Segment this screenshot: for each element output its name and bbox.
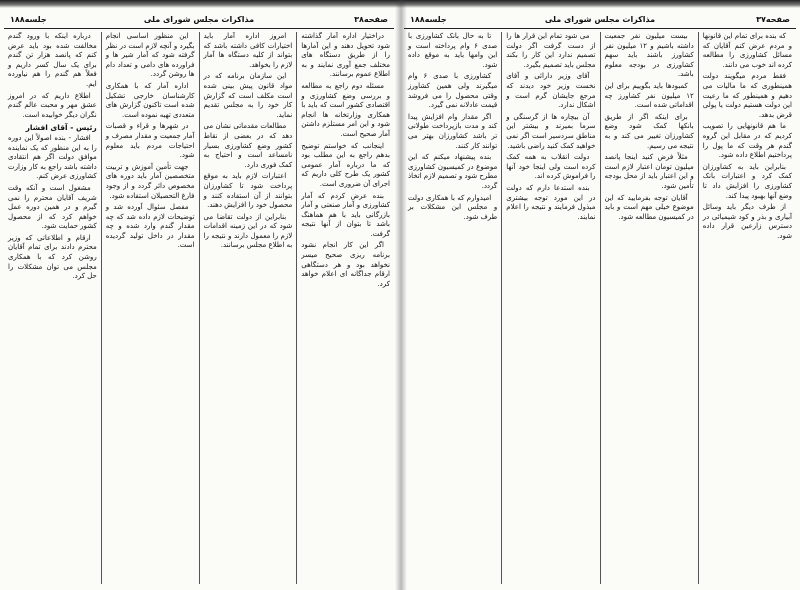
paragraph: مسئله دوم راجع به مطالعه و بررسی وضع کشاورزی و اقتصادی کشور است که باید با همکاری وزارتخانه ها انجام شود و این امر مستلزم داشتن آمار صحیح است. (301, 81, 390, 138)
paragraph: بنده استدعا دارم که دولت در این مورد توجه بیشتری مبذول فرمایند و نتیجه را اعلام نمایند. (506, 183, 596, 221)
text-column (101, 32, 199, 584)
paragraph: افشار - بنده اصولاً این دوره را به این منظور که یک نماینده موافق دولت اگر هم انتقادی داشته باشد راجع به کار وزارت کشاورزی عرض کنم. (8, 133, 97, 181)
paragraph: می شود تمام این قرار ها را از دست گرفت اگر دولت تصمیم ندارد این کار را بکند مجلس باید تصمیم بگیرد. (506, 32, 596, 69)
paragraph: دولت انقلاب به همه کمک کرده است ولی اینجا خود آنها را فراموش کرده اند. (506, 153, 596, 181)
paragraph: آن بیچاره ها از گرسنگی و سرما بمیرند و بیشتر این مناطق سردسیر است اگر نمی خواهید کمک کنید راضی باشید. (506, 112, 596, 150)
right-page (404, 10, 796, 585)
paragraph: مثلاً فرض کنید اینجا پانصد میلیون تومان اعتبار لازم است و این اعتبار باید از محل بودجه تأمین شود. (604, 153, 694, 190)
text-columns (404, 32, 796, 584)
text-column (4, 32, 101, 584)
session-number: جلسه۱۸۸ (10, 15, 47, 24)
text-column (600, 32, 698, 584)
paragraph: بنابراین از دولت تقاضا می شود که در این زمینه اقدامات لازم را معمول دارند و نتیجه را به اطلاع مجلس برسانند. (203, 212, 293, 250)
running-title: مذاکرات مجلس شورای ملی (143, 15, 255, 24)
left-page (4, 10, 394, 585)
paragraph: از طرف دیگر باید وسائل آبیاری و بذر و کود شیمیائی در دسترس زارعین قرار داده شود. (702, 203, 792, 240)
paragraph: مشغول است و آنکه وقت شریف آقایان محترم را نمی گیرم و در همین دوره عمل خواهم کرد که از محصول کشور حمایت شود. (8, 183, 97, 231)
paragraph: اداره آمار که با همکاری کارشناسان خارجی تشکیل شده است تاکنون گزارش های متعددی تهیه نموده است. (105, 81, 195, 119)
paragraph: اینجانب که خواستم توضیح بدهم راجع به این مطلب بود که ما درباره آمار عمومی کشور یک طرح کلی داریم که اجرای آن ضروری است. (301, 141, 390, 188)
paragraph: بنده پیشنهاد میکنم که این موضوع در کمیسیون کشاورزی مطرح شود و تصمیم لازم اتخاذ گردد. (408, 153, 498, 190)
paragraph: اعتبارات لازم باید به موقع پرداخت شود تا کشاورزان بتوانند از آن استفاده کنند و محصول خود را افزایش دهند. (203, 172, 293, 210)
paragraph: مطالعات مقدماتی نشان می دهد که در بعضی از نقاط کشور وضع کشاورزی بسیار نامساعد است و احتیاج به کمک فوری دارد. (203, 122, 293, 169)
paragraph: این سازمان برنامه که در مواد قانون پیش بینی شده است مکلف است که گزارش کار خود را به مجلس تقدیم نماید. (203, 72, 293, 119)
paragraph: امیدوارم که با همکاری دولت و مجلس این مشکلات بر طرف شود. (408, 193, 498, 221)
paragraph: جهت تأمین آموزش و تربیت متخصصین آمار باید دوره های مخصوص دائر گردد و از وجود فارغ التحصیلان استفاده شود. (105, 162, 195, 200)
page-header (404, 10, 796, 29)
paragraph: فقط مردم میگویند دولت همینطوری که ما مالیات می دهیم و همینطور که ما رعیت این دولت هستیم دولت یا پولی قرض بدهد. (702, 72, 792, 119)
session-number: جلسه۱۸۸ (410, 15, 447, 24)
paragraph: در شهرها و قراء و قصبات آمار جمعیت و مقدار مصرف و احتیاجات مردم باید معلوم شود. (105, 122, 195, 160)
paragraph: اگر این کار انجام نشود برنامه ریزی صحیح میسر نخواهد بود و هر دستگاهی ارقام جداگانه ای اعلام خواهد کرد. (301, 241, 390, 288)
paragraph: اگر مقدار وام افزایش پیدا کند و مدت بازپرداخت طولانی تر باشد کشاورزان بهتر می توانند کار کنند. (408, 112, 498, 150)
text-column (698, 32, 796, 584)
paragraph: اطلاع داریم که در امروز عشق مهر و محبت عالم گندم نگران دیگر خوابیده است. (8, 91, 97, 119)
paragraph: برای اینکه اگر از طریق بانکها کمک شود وضع کشاورزان تغییر می کند و به نتیجه می رسیم. (604, 112, 694, 150)
paragraph: که بنده برای تمام این قانونها و مردم عرض کنم آقایان که مسائل کشاورزی را مطالعه کرده اند خوب می دانند. (702, 32, 792, 69)
paragraph: بنابراین باید به کشاورزان کمک کرد و اعتبارات بانک کشاورزی را افزایش داد تا وضع آنها بهبود پیدا کند. (702, 162, 792, 200)
paragraph: بیست میلیون نفر جمعیت داشته باشیم و ۱۲ میلیون نفر کشاورز باشند باید سهم کشاورزی در بودجه معلوم باشد. (604, 32, 694, 79)
text-column (501, 32, 599, 584)
text-column (296, 32, 394, 584)
paragraph: آقای وزیر دارائی و آقای نخست وزیر خود دیدند که مرجع جایشان گرم است و اشکال ندارد. (506, 72, 596, 110)
page-header (4, 10, 394, 29)
paragraph: بنده عرض کردم که آمار کشاورزی و آمار صنعتی و آمار بازرگانی باید با هم هماهنگ باشد تا بتوان از آنها نتیجه گرفت. (301, 191, 390, 238)
paragraph: آقایان توجه بفرمایید که این موضوع خیلی مهم است و باید در کمیسیون مطالعه شود. (604, 193, 694, 221)
paragraph: دراختیار اداره آمار گذاشته شود تحویل دهند و این آمارها را از طریق دستگاه های مختلف جمع آوری نمایند و به اطلاع عموم برسانند. (301, 32, 390, 79)
speaker-heading: رئیس - آقای افشار (25, 123, 97, 133)
paragraph: کشاورزی با صدی ۶ وام میگیرند ولی همین کشاورز وقتی محصول را می فروشد قیمت عادلانه نمی گیرد. (408, 72, 498, 110)
paragraph: امروز اداره آمار باید اختیارات کافی داشته باشد که بتواند از کلیه دستگاه ها آمار لازم را بخواهد. (203, 32, 293, 69)
page-number: صفحه۳۸ (354, 15, 388, 24)
paragraph: ما هم قانونهایی را تصویب کردیم که در مقابل این گروه گندم هر وقت که ما پول را پرداختیم اطلاع داده شود. (702, 122, 792, 160)
paragraph: ارقام و اطلاعاتی که وزیر محترم دادند برای تمام آقایان روشن کرد که با همکاری مجلس می توان مشکلات را حل کرد. (8, 233, 97, 281)
paragraph: کمبودها باید بگوییم برای این ۱۲ میلیون نفر کشاورز چه اقداماتی شده است. (604, 81, 694, 110)
text-column (199, 32, 297, 584)
paragraph: مفصل سئوال آورده شد و توضیحات لازم داده شد که چه مقدار گندم وارد شده و چه مقدار در داخل تولید گردیده است. (105, 203, 195, 250)
text-column (404, 32, 501, 584)
paragraph: تا به حال بانک کشاورزی با صدی ۶ وام پرداخته است و این وامها باید به موقع داده شود. (408, 32, 498, 69)
paragraph: درباره اینکه با ورود گندم مخالفت شده بود باید عرض کنم که پانصد هزار تن گندم برای یک سال کسر داریم و فعلاً هم گندم را هم نیاورده ایم. (8, 32, 97, 88)
running-title: مذاکرات مجلس شورای ملی (544, 15, 656, 24)
paragraph: این منظور اساسی انجام بگیرد و آنچه لازم است در نظر گرفته شود که آمار شیر ها و فراورده های دامی و تعداد دام ها روشن گردد. (105, 32, 195, 79)
page-number: صفحه۳۷ (756, 15, 790, 24)
text-columns (4, 32, 394, 584)
